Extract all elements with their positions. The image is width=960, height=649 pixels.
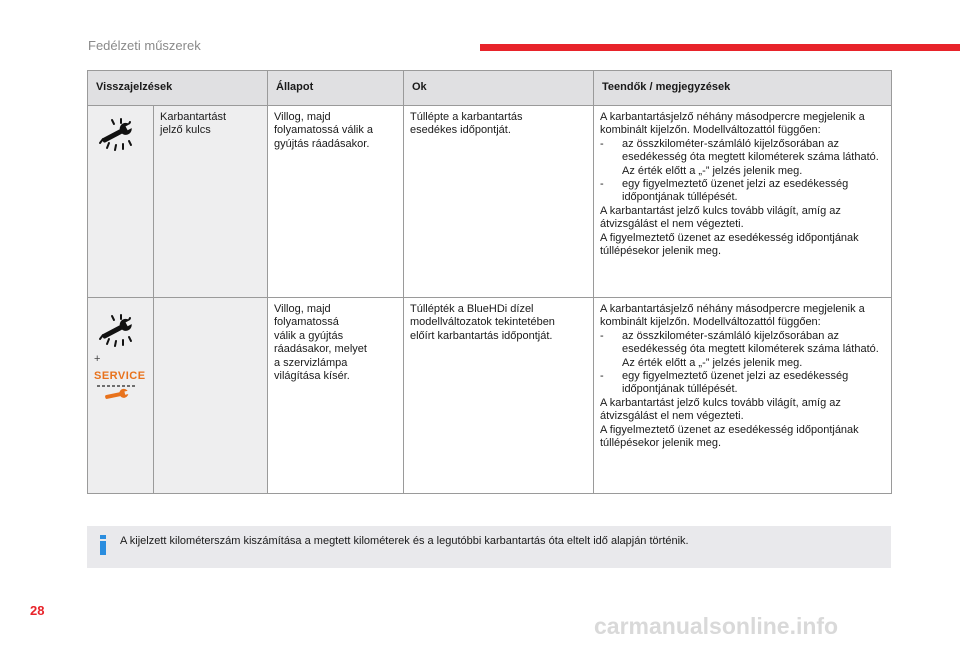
cause-cell: Túllépte a karbantartás esedékes időpontját. xyxy=(404,106,594,298)
indicator-icon-cell xyxy=(88,298,154,494)
status-cell: Villog, majd folyamatossá válik a gyújtás ráadásakor. xyxy=(268,106,404,298)
service-label: SERVICE xyxy=(94,369,146,382)
column-header-allapot: Állapot xyxy=(268,71,404,106)
cause-cell: Túllépték a BlueHDi dízel modellváltozatok tekintetében előírt karbantartás időpontját. xyxy=(404,298,594,494)
page-number: 28 xyxy=(30,603,45,618)
notes-paragraph: A figyelmeztető üzenet az esedékesség időpontjának túllépésekor jelenik meg. xyxy=(600,231,859,258)
info-note-box xyxy=(87,526,891,568)
section-accent-bar xyxy=(480,44,960,51)
notes-paragraph: A karbantartásjelző néhány másodpercre megjelenik a kombinált kijelzőn. Modellváltozattól függően: xyxy=(600,111,865,137)
indicator-name xyxy=(154,298,268,494)
notes-paragraph: A figyelmeztető üzenet az esedékesség időpontjának túllépésekor jelenik meg. xyxy=(600,423,859,450)
table-row xyxy=(88,298,892,494)
notes-bullet: - az összkilométer-számláló kijelzősorában az esedékesség óta megtett kilométerek száma látható. Az érték előtt a „-” jelzés jelenik meg. xyxy=(600,329,879,369)
warning-lights-table xyxy=(87,70,892,494)
notes-bullet: - egy figyelmeztető üzenet jelzi az esedékesség időpontjának túllépését. xyxy=(600,370,849,396)
table-header-row xyxy=(88,71,892,106)
column-header-teendok: Teendők / megjegyzések xyxy=(594,71,892,106)
info-icon xyxy=(97,535,109,555)
notes-bullet: - az összkilométer-számláló kijelzősorában az esedékesség óta megtett kilométerek száma látható. Az érték előtt a „-” jelzés jelenik meg. xyxy=(600,137,879,177)
column-header-ok: Ok xyxy=(404,71,594,106)
service-wrench-icon xyxy=(94,383,138,403)
section-title: Fedélzeti műszerek xyxy=(88,38,201,53)
column-header-visszajelzesek: Visszajelzések xyxy=(88,71,268,106)
notes-cell xyxy=(594,298,892,494)
wrench-icon xyxy=(94,117,138,151)
indicator-name: Karbantartást jelző kulcs xyxy=(154,106,268,298)
plus-sign: + xyxy=(94,353,101,366)
table-row xyxy=(88,106,892,298)
notes-bullet: - egy figyelmeztető üzenet jelzi az esedékesség időpontjának túllépését. xyxy=(600,178,849,204)
wrench-icon xyxy=(94,313,138,347)
notes-paragraph: A karbantartást jelző kulcs tovább világít, amíg az átvizsgálást el nem végezteti. xyxy=(600,396,841,423)
indicator-icon-cell xyxy=(88,106,154,298)
status-cell: Villog, majd folyamatossá válik a gyújtás ráadásakor, melyet a szervizlámpa világítása kísér. xyxy=(268,298,404,494)
info-note-text: A kijelzett kilométerszám kiszámítása a megtett kilométerek és a legutóbbi karbantartás óta eltelt idő alapján történik. xyxy=(120,535,689,547)
notes-paragraph: A karbantartást jelző kulcs tovább világít, amíg az átvizsgálást el nem végezteti. xyxy=(600,204,841,231)
notes-paragraph: A karbantartásjelző néhány másodpercre megjelenik a kombinált kijelzőn. Modellváltozattól függően: xyxy=(600,303,865,329)
notes-cell xyxy=(594,106,892,298)
watermark: carmanualsonline.info xyxy=(594,613,839,639)
